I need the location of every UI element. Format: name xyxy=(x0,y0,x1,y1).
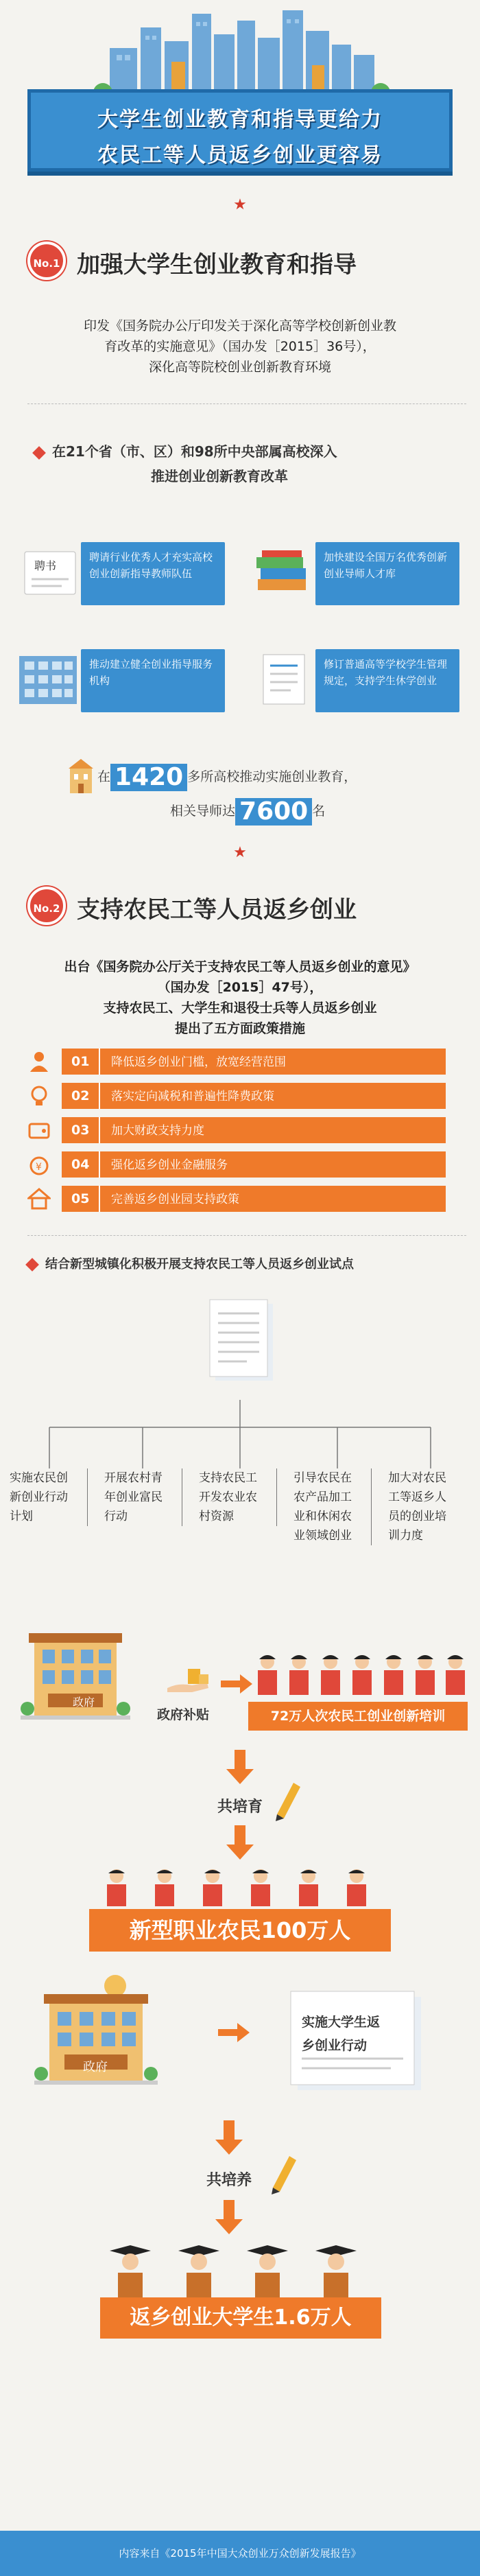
arrow-right-icon xyxy=(221,1674,252,1694)
arrow-down-icon xyxy=(226,1750,254,1784)
stats-line2-prefix: 相关导师达 xyxy=(170,804,236,819)
pilot-item-4-line2: 农产品加工 xyxy=(293,1490,352,1504)
arrow-right-icon xyxy=(218,2023,250,2042)
policy-text: 强化返乡创业金融服务 xyxy=(111,1158,228,1172)
policy-bar-3 xyxy=(62,1117,446,1143)
policy-text: 完善返乡创业园支持政策 xyxy=(111,1193,239,1206)
measure-card-2: 加快建设全国万名优秀创新创业导师人才库 xyxy=(315,542,459,605)
lightbulb-icon xyxy=(27,1084,51,1108)
pilot-item-4-line3: 业和休闲农 xyxy=(293,1510,352,1523)
pilot-item-3-line2: 开发农业农 xyxy=(199,1490,257,1504)
doc-line1: 实施大学生返 xyxy=(302,2015,381,2030)
cultivate-label-2: 共培养 xyxy=(206,2172,252,2189)
recruitment-sign-label: 聘书 xyxy=(34,559,57,572)
pilot-heading xyxy=(27,1254,459,1275)
doc-text xyxy=(302,2011,411,2057)
measure-card-3: 推动建立健全创业指导服务机构 xyxy=(81,649,225,712)
arrow-down-icon xyxy=(226,1825,254,1860)
section2-badge: No.2 xyxy=(27,887,66,925)
section2-intro-line4: 提出了五方面政策措施 xyxy=(174,1021,305,1036)
star-divider-icon: ★ xyxy=(233,196,247,213)
wallet-icon xyxy=(27,1119,51,1142)
cultivate-label-1: 共培育 xyxy=(217,1799,263,1816)
pencil-icon xyxy=(270,2155,298,2196)
section2-title: 支持农民工等人员返乡创业 xyxy=(77,896,357,924)
policy-row-1 xyxy=(27,1049,446,1075)
pilot-item-2-line1: 开展农村青 xyxy=(104,1471,163,1485)
pilot-item-3 xyxy=(193,1468,277,1526)
section1-intro xyxy=(14,316,466,377)
training-bar: 72万人次农民工创业创新培训 xyxy=(248,1702,468,1731)
money-bag-icon xyxy=(27,1153,51,1176)
section1-pilot-line2: 推进创业创新教育改革 xyxy=(151,468,288,484)
diamond-bullet-icon xyxy=(25,1258,39,1272)
title-line-2: 农民工等人员返乡创业更容易 xyxy=(97,143,383,167)
graduates-row-icon xyxy=(103,2244,377,2299)
policy-num: 03 xyxy=(71,1117,100,1143)
divider-dashed xyxy=(27,403,466,404)
section1-intro-line1: 印发《国务院办公厅印发关于深化高等学校创新创业教 xyxy=(83,318,396,333)
government-building-icon xyxy=(21,1626,130,1729)
policy-text: 落实定向减税和普遍性降费政策 xyxy=(111,1090,274,1103)
hand-with-coins-icon xyxy=(165,1667,213,1695)
section1-pilot-line1: 在21个省（市、区）和98所中央部属高校深入 xyxy=(52,443,337,460)
measure-card-4: 修订普通高等学校学生管理规定，支持学生休学创业 xyxy=(315,649,459,712)
pilot-item-5-line3: 员的创业培 xyxy=(388,1510,446,1523)
title-banner xyxy=(27,89,453,172)
tree-connector xyxy=(0,1400,480,1468)
document-stack-icon xyxy=(206,1297,281,1386)
pencil-icon xyxy=(274,1781,302,1823)
stats-line2 xyxy=(170,796,376,826)
pilot-item-4 xyxy=(288,1468,372,1545)
result-bar-2: 返乡创业大学生1.6万人 xyxy=(100,2297,381,2339)
pilot-item-1-line2: 新创业行动 xyxy=(10,1490,68,1504)
result-bar-1: 新型职业农民100万人 xyxy=(89,1909,391,1952)
stat-mentors-count: 7600 xyxy=(235,798,312,826)
section1-intro-line3: 深化高等院校创业创新教育环境 xyxy=(148,360,331,375)
gov-label-1: 政府 xyxy=(72,1696,95,1709)
pilot-item-1-line1: 实施农民创 xyxy=(10,1471,68,1485)
title-line-1: 大学生创业教育和指导更给力 xyxy=(97,108,383,132)
recruitment-sign-icon xyxy=(21,549,80,597)
school-building-icon xyxy=(67,758,95,795)
policy-num: 02 xyxy=(71,1083,100,1109)
pilot-item-5-line2: 工等返乡人 xyxy=(388,1490,446,1504)
policy-num: 05 xyxy=(71,1186,100,1212)
pilot-item-1-line3: 计划 xyxy=(10,1510,33,1523)
office-building-icon xyxy=(16,652,80,705)
policy-num: 04 xyxy=(71,1151,100,1178)
pilot-item-5-line4: 训力度 xyxy=(388,1529,423,1543)
arrow-down-icon xyxy=(215,2200,243,2234)
section1-heading xyxy=(27,242,466,283)
diamond-bullet-icon xyxy=(32,446,46,460)
doc-line2: 乡创业行动 xyxy=(302,2038,368,2053)
policy-bar-4 xyxy=(62,1151,446,1178)
section2-intro xyxy=(7,957,473,1039)
policy-row-4 xyxy=(27,1151,446,1178)
policy-row-2 xyxy=(27,1083,446,1109)
stat-universities-count: 1420 xyxy=(110,764,187,791)
section1-pilot xyxy=(34,439,446,489)
stats-mid: 多所高校推动实施创业教育， xyxy=(187,769,357,784)
document-icon xyxy=(254,652,313,707)
pilot-item-4-line4: 业领域创业 xyxy=(293,1529,352,1543)
arrow-down-icon xyxy=(215,2120,243,2155)
farmers-group-icon xyxy=(254,1650,466,1698)
footer-source: 内容来自《2015年中国大众创业万众创新发展报告》 xyxy=(0,2531,480,2576)
house-icon xyxy=(27,1187,51,1210)
pilot-item-3-line1: 支持农民工 xyxy=(199,1471,257,1485)
policy-bar-5 xyxy=(62,1186,446,1212)
pilot-item-5-line1: 加大对农民 xyxy=(388,1471,446,1485)
pilot-item-2 xyxy=(99,1468,182,1526)
pilot-item-3-line3: 村资源 xyxy=(199,1510,234,1523)
city-skyline-illustration xyxy=(0,0,480,103)
subsidy-label: 政府补贴 xyxy=(156,1707,209,1722)
section1-title: 加强大学生创业教育和指导 xyxy=(77,251,357,279)
policy-row-5 xyxy=(27,1186,446,1212)
policy-bar-1 xyxy=(62,1049,446,1075)
pilot-item-2-line3: 行动 xyxy=(104,1510,128,1523)
pilot-item-2-line2: 年创业富民 xyxy=(104,1490,163,1504)
farmers-row-icon xyxy=(96,1866,384,1908)
section1-intro-line2: 育改革的实施意见》（国办发［2015］36号）， xyxy=(104,339,376,354)
policy-text: 降低返乡创业门槛，放宽经营范围 xyxy=(111,1055,286,1069)
divider-dashed xyxy=(27,1235,466,1236)
section1-badge: No.1 xyxy=(27,242,66,280)
pilot-heading-text: 结合新型城镇化积极开展支持农民工等人员返乡创业试点 xyxy=(45,1257,354,1272)
policy-bar-2 xyxy=(62,1083,446,1109)
stats-prefix: 在 xyxy=(97,769,111,784)
section2-intro-line3: 支持农民工、大学生和退役士兵等人员返乡创业 xyxy=(103,1000,377,1016)
stats-line1 xyxy=(97,762,454,792)
gov-label-2: 政府 xyxy=(83,2060,108,2074)
section2-intro-line1: 出台《国务院办公厅关于支持农民工等人员返乡创业的意见》 xyxy=(64,959,416,974)
policy-num: 01 xyxy=(71,1049,100,1075)
star-divider-icon: ★ xyxy=(233,844,247,861)
person-icon xyxy=(27,1050,51,1073)
section2-intro-line2: （国办发［2015］47号）， xyxy=(157,980,323,995)
book-stack-icon xyxy=(254,549,313,597)
measure-card-1: 聘请行业优秀人才充实高校创业创新指导教师队伍 xyxy=(81,542,225,605)
pilot-item-1 xyxy=(4,1468,88,1526)
policy-text: 加大财政支持力度 xyxy=(111,1124,204,1138)
pilot-item-5 xyxy=(383,1468,466,1545)
section2-heading xyxy=(27,887,466,928)
stats-suffix: 名 xyxy=(312,804,326,819)
svg-text:¥: ¥ xyxy=(36,1162,42,1173)
policy-row-3 xyxy=(27,1117,446,1143)
pilot-item-4-line1: 引导农民在 xyxy=(293,1471,352,1485)
